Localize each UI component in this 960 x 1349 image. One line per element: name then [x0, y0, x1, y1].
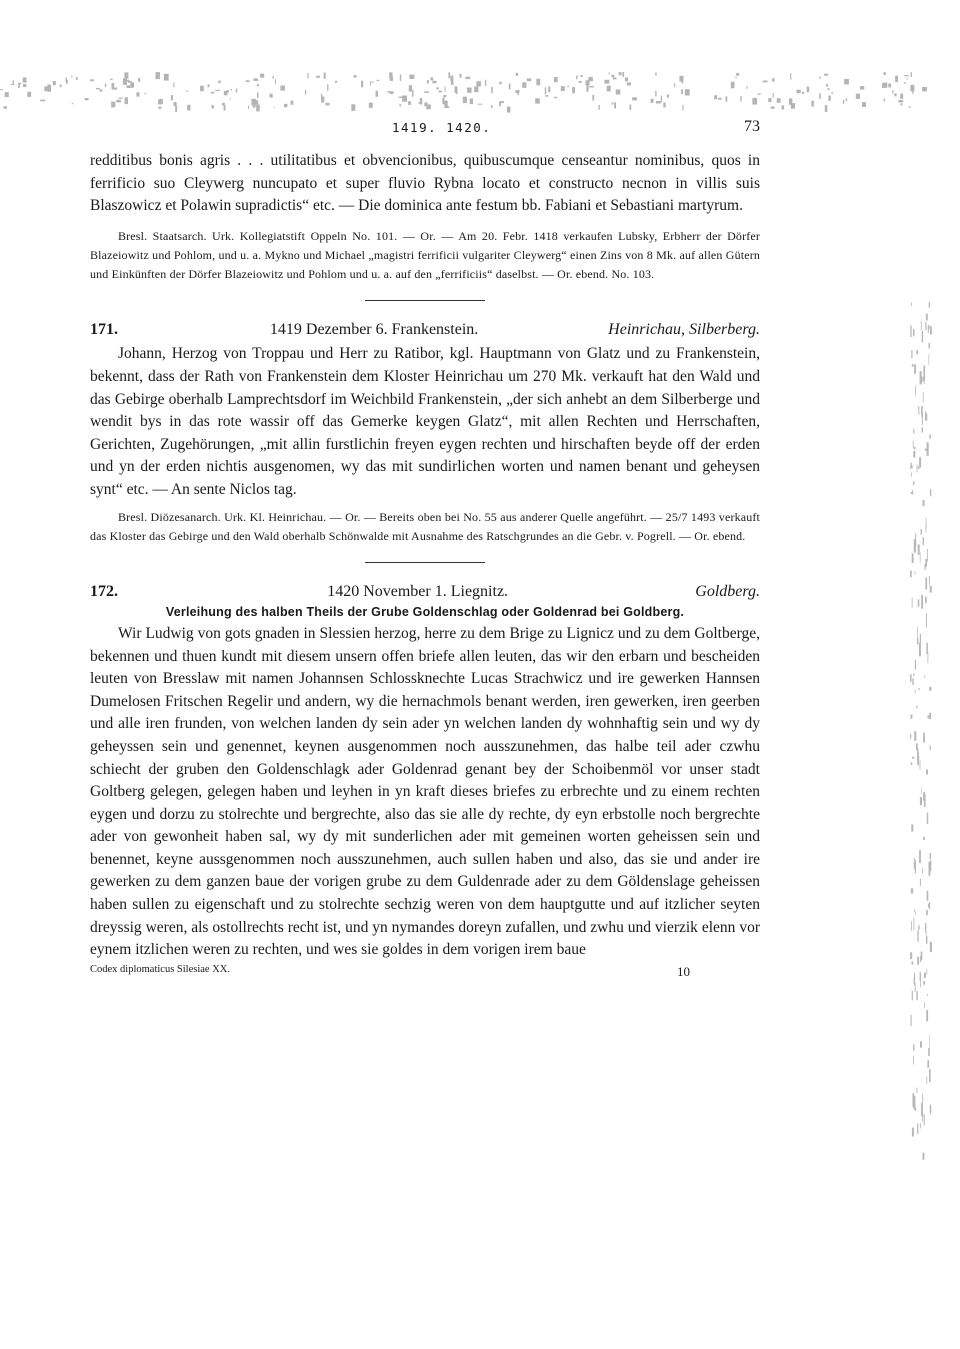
page-content: [90, 150, 760, 980]
entry-172-heading: [90, 583, 760, 601]
entry-number: 171.: [90, 321, 118, 339]
running-head-years: 1419. 1420.: [392, 120, 492, 135]
separator-rule: [365, 562, 485, 563]
entry-171-heading: [90, 321, 760, 339]
entry-date: 1419 Dezember 6. Frankenstein.: [269, 321, 479, 339]
entry-172-summary: Verleihung des halben Theils der Grube Goldenschlag oder Goldenrad bei Goldberg.: [165, 604, 685, 619]
entry-171-text: Johann, Herzog von Troppau und Herr zu Ratibor, kgl. Hauptmann von Glatz und zu Frankenstein, bekennt, dass der Rath von Frankenstein dem Kloster Heinrichau um 270 Mk. verkauft hat den Wald und das Gebirge oberhalb Lamprechtsdorf im Weichbild Frankenstein, „der sich anhebt an dem Silberberge und wendit bys in das rote wassir off das Gemerke keygen Glatz“, mit allen Rechten und Herrschaften, Gerichten, Zugehörungen, „mit allin furstlichin freyen eygen rechten und hirschaften beyde off der erden und yn der erden nichtis ausgenomen, wy das mit sundirlichen worten und namen benant und geheysen synt“ etc. — An sente Niclos tag.: [90, 345, 760, 498]
page-number: 73: [744, 118, 760, 135]
entry-170-text: redditibus bonis agris . . . utilitatibus et obvencionibus, quibuscumque censeantur nominibus, quos in ferrificio suo Cleywerg nuncupato et super fluvio Rybna locato et constructo necnon in villis suis Blaszowicz et Polawin supradictis“ etc. — Die dominica ante festum bb. Fabiani et Sebastiani martyrum.: [90, 152, 760, 215]
scan-noise-band: [0, 62, 930, 122]
entry-172-text: Wir Ludwig von gots gnaden in Slessien herzog, herre zu dem Brige zu Lignicz und zu dem Goltberge, bekennen und thuen kundt mit diesem unsern offen briefe allen leuten, das wir den erbarn und bescheiden leuten von Bresslaw mit namen Johannsen Schlossknechte Lucas Strachwicz und ire gewerken Hannsen Dumelosen Fritschen Regelir und andern, wy die hernachmols benant werden, iren gewerken, iren geerben und alle iren frunden, von welchen landen dy sein ader yn welchen landen dy wohnhaftig sein und wy dy geheyssen sein und genennet, keynen ausgenommen noch ausszunehmen, das halbe teil ader czwhu schiecht der gruben den Goldenschlagk ader Goldenrad genant bey der Schoibenmöl vor unser stadt Goltberg gelegen, gelegen haben und leyhen in yn kraft dieses briefes zu erbrechte und zu einem rechten eygen und dorzu zu stolrechte und bergrechte, also das sie alle dy rechte, dy eyn erbstolle noch bergrechte ader von gewonheit haben sal, wy dy mit sunderlichen ader mit gemeinen worten geheissen sein und benennet, keyne aussgenommen noch ausszunehmen, auch sullen haben und also, das sie und ander ire gewerken zu dem ganzen baue der vorigen grube zu dem Guldenrade ader zu dem Göldenslage geheissen haben sullen zu eigenschaft und zu stolrechte sechzig weren von dem hauptgutte und auf itzlicher seyten dreyssig weren, als ostollrechts recht ist, und yn nymandes doreyn zufallen, und zwhu und vierzik elenn vor eynem itzlichen weren zu rechten, und wes sie goldes in dem vorigen irem baue: [90, 624, 760, 959]
page-footer: [90, 964, 760, 980]
entry-number: 172.: [90, 582, 118, 600]
entry-date: 1420 November 1. Liegnitz.: [327, 582, 509, 600]
entry-place: Goldberg.: [695, 582, 760, 600]
page-header: [90, 120, 760, 142]
entry-171-note: Bresl. Diözesanarch. Urk. Kl. Heinrichau. — Or. — Bereits oben bei No. 55 aus anderer Quelle angeführt. — 25/7 1493 verkauft das Kloster das Gebirge und den Wald oberhalb Schönwalde mit Ausnahme des Ratschgrundes an die Gebr. v. Pogrell. — Or. ebend.: [90, 509, 760, 543]
footer-signature: 10: [677, 963, 690, 979]
separator-rule: [365, 300, 485, 301]
scan-edge-marks: [905, 300, 935, 1160]
footer-source: Codex diplomaticus Silesiae XX.: [90, 963, 230, 975]
entry-170-note: Bresl. Staatsarch. Urk. Kollegiatstift Oppeln No. 101. — Or. — Am 20. Febr. 1418 verkaufen Lubsky, Erbherr der Dörfer Blazeiowitz und Pohlom, und u. a. Mykno und Michael „magistri ferrificii vulgariter Cleywerg“ einen Zins von 8 Mk. auf allen Gütern und Einkünften der Dörfer Blazeiowitz und Pohlom und u. a. auf den „ferrificiis“ daselbst. — Or. ebend. No. 103.: [90, 228, 760, 282]
entry-place: Heinrichau, Silberberg.: [608, 321, 760, 339]
